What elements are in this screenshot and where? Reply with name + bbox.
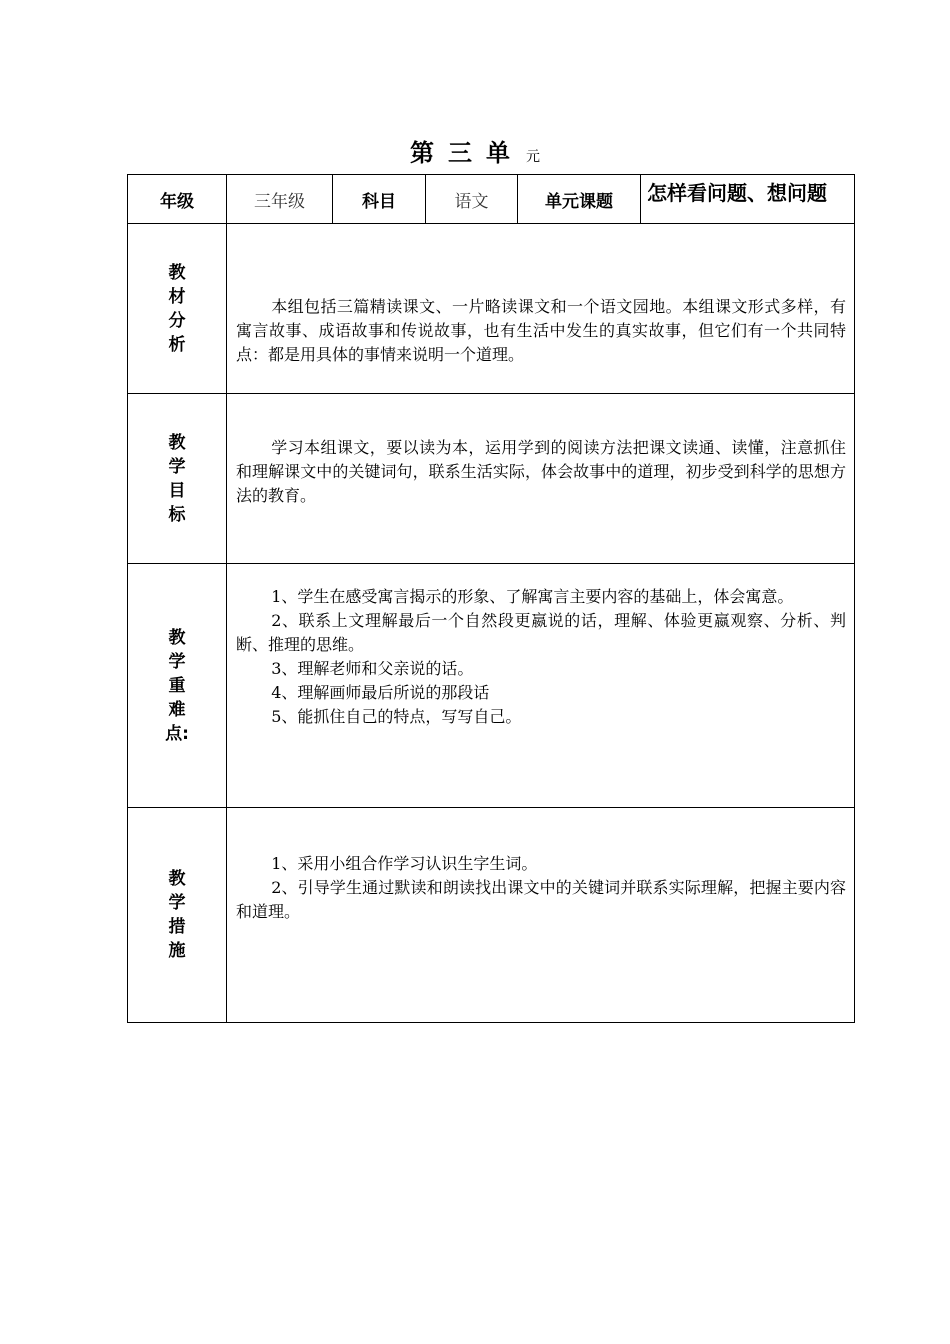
section-label-char: 点: — [165, 723, 189, 744]
subject-value: 语文 — [426, 175, 518, 224]
section-label-char: 教 — [168, 262, 186, 283]
page-title — [0, 133, 950, 168]
section-label-char: 学 — [168, 456, 186, 477]
section-paragraph: 4、理解画师最后所说的那段话 — [271, 683, 490, 702]
section-label — [128, 808, 227, 1023]
section-label-char: 教 — [168, 432, 186, 453]
section-label-char: 措 — [168, 917, 186, 937]
section-paragraph: 1、学生在感受寓言揭示的形象、了解寓言主要内容的基础上，体会寓意。 — [271, 587, 794, 606]
section-label-char: 教 — [168, 627, 186, 648]
section-content — [227, 224, 855, 394]
title-main: 第三单 — [410, 139, 524, 167]
section-label-char: 析 — [168, 334, 186, 355]
grade-value: 三年级 — [227, 175, 333, 224]
section-label-char: 教 — [168, 869, 186, 889]
section-paragraph: 2、联系上文理解最后一个自然段更嬴说的话，理解、体验更嬴观察、分析、判断、推理的思维。 — [236, 611, 846, 654]
section-label-char: 学 — [168, 651, 186, 672]
section-paragraph: 学习本组课文，要以读为本，运用学到的阅读方法把课文读通、读懂，注意抓住和理解课文中的关键词句，联系生活实际，体会故事中的道理，初步受到科学的思想方法的教育。 — [236, 438, 846, 505]
section-label-char: 重 — [168, 675, 186, 696]
section-label-char: 难 — [168, 699, 186, 720]
section-label-char: 目 — [168, 480, 186, 501]
grade-label: 年级 — [128, 175, 227, 224]
section-paragraph: 1、采用小组合作学习认识生字生词。 — [271, 854, 538, 873]
section-content — [227, 564, 855, 808]
section-label-char: 施 — [168, 941, 186, 961]
header-row — [128, 175, 855, 224]
section-label-char: 材 — [168, 286, 186, 307]
unit-plan-table — [127, 174, 855, 1023]
section-row-teaching-goals — [128, 394, 855, 564]
section-content — [227, 394, 855, 564]
section-paragraph: 本组包括三篇精读课文、一片略读课文和一个语文园地。本组课文形式多样，有寓言故事、成语故事和传说故事，也有生活中发生的真实故事，但它们有一个共同特点：都是用具体的事情来说明一个道理。 — [236, 297, 846, 364]
section-label-char: 标 — [168, 504, 186, 525]
unit-topic-value: 怎样看问题、想问题 — [641, 175, 855, 224]
section-paragraph: 3、理解老师和父亲说的话。 — [271, 659, 474, 678]
section-content — [227, 808, 855, 1023]
section-label — [128, 224, 227, 394]
section-row-material-analysis — [128, 224, 855, 394]
section-label — [128, 564, 227, 808]
section-paragraph: 2、引导学生通过默读和朗读找出课文中的关键词并联系实际理解，把握主要内容和道理。 — [236, 878, 846, 921]
unit-topic-label: 单元课题 — [518, 175, 641, 224]
subject-label: 科目 — [333, 175, 426, 224]
section-paragraph: 5、能抓住自己的特点，写写自己。 — [271, 707, 522, 726]
title-suffix: 元 — [526, 149, 540, 165]
section-label — [128, 394, 227, 564]
section-label-char: 学 — [168, 893, 186, 913]
section-row-teaching-measures — [128, 808, 855, 1023]
section-label-char: 分 — [168, 310, 186, 331]
section-row-key-points — [128, 564, 855, 808]
